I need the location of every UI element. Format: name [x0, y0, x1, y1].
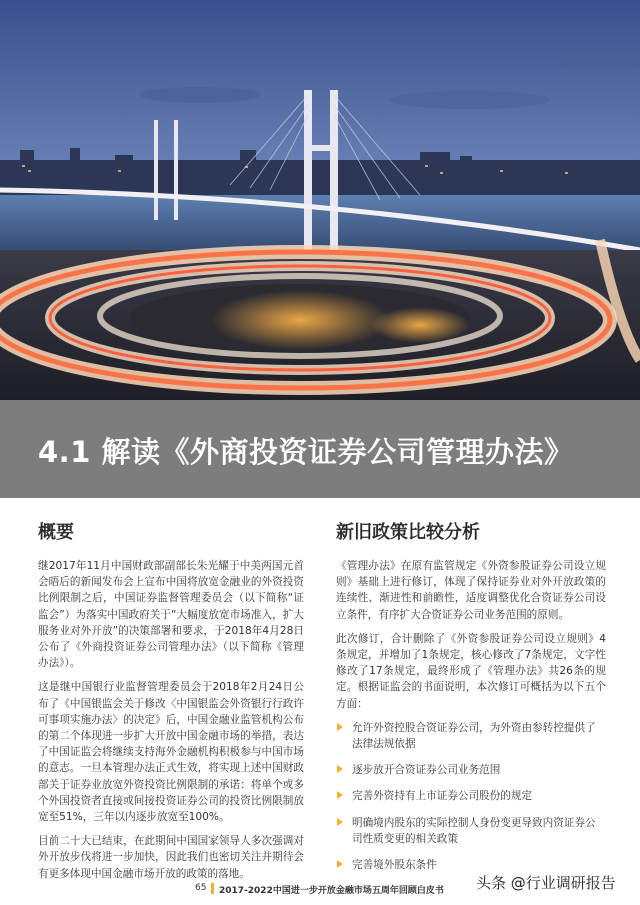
summary-paragraph: 继2017年11月中国财政部副部长朱光耀于中美两国元首会晤后的新闻发布会上宣布中国将放宽金融业的外资投资比例限制之后，中国证券监督管理委员会（以下简称“证监会”）为落实中国政府关于“大幅度放宽市场准入，扩大服务业对外开放”的决策部署和要求，于2018年4月28日公布了《外商投资证券公司管理办法》（以下简称《管理办法》）。 — [38, 560, 304, 670]
hero-photo — [0, 0, 640, 400]
footer-title: 2017-2022中国进一步开放金融市场五周年回顾白皮书 — [219, 886, 444, 896]
comparison-paragraph: 《管理办法》在原有监管规定《外资参股证券公司设立规则》基础上进行修订，体现了保持证券业对外开放政策的连续性、渐进性和前瞻性，适度调整优化合资证券公司设立条件，有序扩大合资证券公司业务范围的原则。 — [336, 560, 606, 621]
triangle-bullet-icon — [337, 765, 343, 773]
section-title-band — [0, 400, 640, 498]
revision-list — [336, 720, 606, 873]
list-item: 完善境外股东条件 — [336, 857, 606, 873]
footer-accent-bar — [211, 883, 214, 894]
summary-paragraph: 目前二十大已结束，在此期间中国国家领导人多次强调对外开放步伐将进一步加快，因此我们也密切关注并期待会有更多体现中国金融市场开放的政策的落地。 — [38, 835, 304, 880]
summary-heading: 概要 — [38, 522, 74, 543]
triangle-bullet-icon — [337, 860, 343, 868]
list-item: 明确境内股东的实际控制人身份变更导致内资证券公司性质变更的相关政策 — [336, 815, 606, 847]
triangle-bullet-icon — [337, 791, 343, 799]
triangle-bullet-icon — [337, 723, 343, 731]
summary-paragraph: 这是继中国银行业监督管理委员会于2018年2月24日公布了《中国银监会关于修改〈中国银监会外资银行行政许可事项实施办法〉的决定》后，中国金融业监管机构公布的第二个体现进一步扩大开放中国金融市场的举措，表达了中国证监会将继续支持海外金融机构积极参与中国市场的意志。一旦本管理办法正式生效，将实现上述中国财政部关于证券业放宽外资投资比例限制的承诺：将单个或多个外国投资者直接或间接投资证券公司的投资比例限制放宽至51%，三年以内逐步放宽至100%。 — [38, 681, 304, 824]
comparison-heading: 新旧政策比较分析 — [336, 522, 480, 543]
triangle-bullet-icon — [337, 818, 343, 826]
section-title: 4.1 解读《外商投资证券公司管理办法》 — [38, 435, 574, 469]
comparison-paragraph: 此次修订，合计删除了《外资参股证券公司设立规则》4条规定，并增加了1条规定，核心修改了7条规定，文字性修改了17条规定，最终形成了《管理办法》共26条的规定。根据证监会的书面说明，本次修订可概括为以下五个方面： — [336, 632, 606, 710]
list-item: 允许外资控股合资证券公司，为外资由参转控提供了法律法规依据 — [336, 720, 606, 752]
bridge-night-scene — [0, 0, 640, 400]
list-item: 完善外资持有上市证券公司股份的规定 — [336, 788, 606, 804]
page-number: 65 — [195, 883, 207, 893]
comparison-column — [336, 518, 606, 883]
list-item: 逐步放开合资证券公司业务范围 — [336, 762, 606, 778]
watermark: 头条 @行业调研报告 — [476, 874, 616, 892]
summary-column — [38, 518, 304, 890]
